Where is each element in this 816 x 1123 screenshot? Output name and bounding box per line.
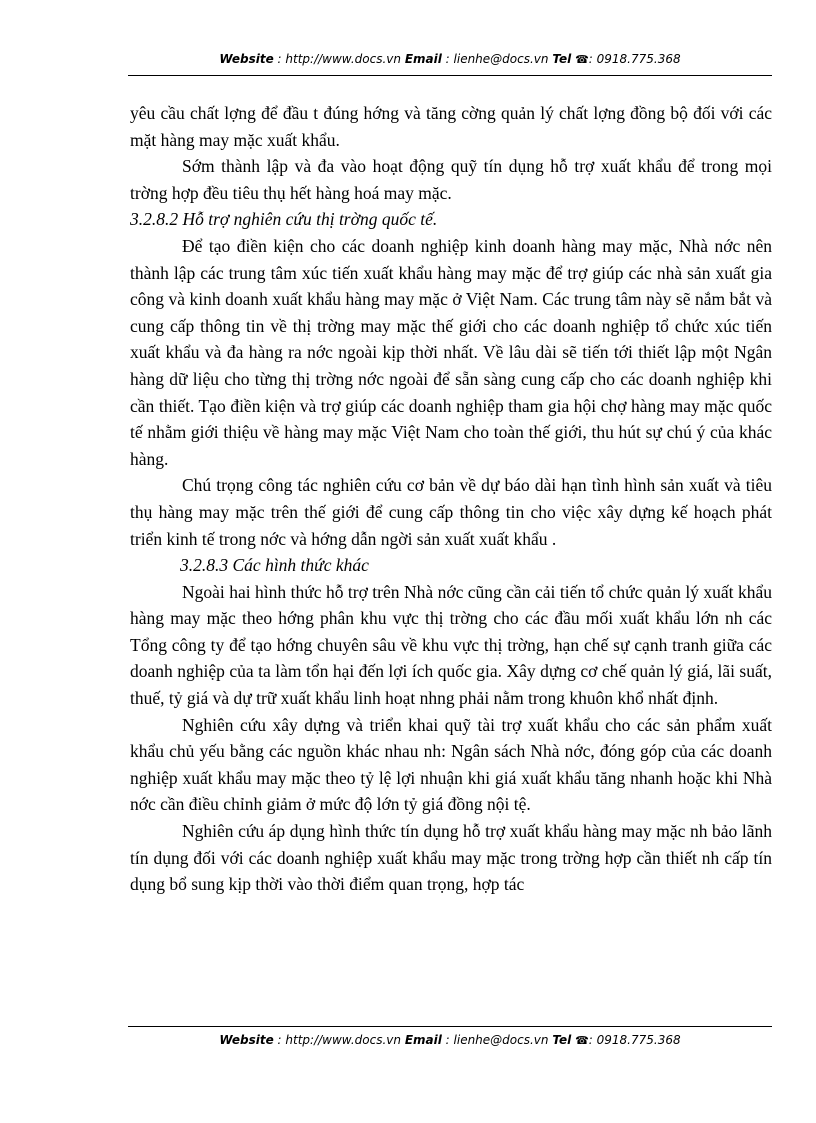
- footer-website-label: Website: [219, 1033, 274, 1047]
- paragraph-6: Nghiên cứu xây dựng và triển khai quỹ tài trợ xuất khẩu cho các sản phẩm xuất khẩu chủ yếu bằng các nguồn khác nhau nh: Ngân sách Nhà nớc, đóng góp của các doanh nghiệp xuất khẩu may mặc theo tỷ lệ lợi nhuận khi giá xuất khẩu tăng nhanh hoặc khi Nhà nớc cần điều chỉnh giảm ở mức độ lớn tỷ giá đồng nội tệ.: [130, 714, 772, 815]
- header-email-label: Email: [404, 52, 442, 66]
- paragraph-1: yêu cầu chất lợng để đầu t đúng hớng và tăng cờng quản lý chất lợng đồng bộ đối với các mặt hàng may mặc xuất khẩu.: [130, 103, 772, 150]
- footer-tel-value: : 0918.775.368: [588, 1033, 681, 1047]
- footer-email-value: : lienhe@docs.vn: [445, 1033, 549, 1047]
- paragraph-7: Nghiên cứu áp dụng hình thức tín dụng hỗ trợ xuất khẩu hàng may mặc nh bảo lãnh tín dụng đối với các doanh nghiệp xuất khẩu may mặc trong trờng hợp cần thiết nh cấp tín dụng bổ sung kịp thời vào thời điểm quan trọng, hợp tác: [130, 821, 772, 895]
- section-heading-3-2-8-3: 3.2.8.3 Các hình thức khác: [180, 555, 369, 576]
- header-tel-label: Tel: [552, 52, 572, 66]
- paragraph-5: Ngoài hai hình thức hỗ trợ trên Nhà nớc cũng cần cải tiến tổ chức quản lý xuất khẩu hàng may mặc theo hớng phân khu vực thị trờng cho các đầu mối xuất khẩu lớn nh các Tổng công ty để tạo hớng chuyên sâu về khu vực thị trờng, hạn chế sự cạnh tranh giữa các doanh nghiệp của ta làm tổn hại đến lợi ích quốc gia. Xây dựng cơ chế quản lý giá, lãi suất, thuế, tỷ giá và dự trữ xuất khẩu linh hoạt nhng phải nằm trong khuôn khổ nhất định.: [130, 581, 772, 709]
- section-heading-3-2-8-2: 3.2.8.2 Hỗ trợ nghiên cứu thị trờng quốc tế.: [130, 209, 438, 230]
- phone-icon: ☎: [575, 1034, 589, 1047]
- phone-icon: ☎: [575, 53, 589, 66]
- paragraph-4: Chú trọng công tác nghiên cứu cơ bản về dự báo dài hạn tình hình sản xuất và tiêu thụ hàng may mặc trên thế giới để cung cấp thông tin cho việc xây dựng kế hoạch phát triển kinh tế trong nớc và hớng dẫn ngời sản xuất xuất khẩu .: [130, 475, 772, 549]
- footer-email-label: Email: [404, 1033, 442, 1047]
- paragraph-2: Sớm thành lập và đa vào hoạt động quỹ tín dụng hỗ trợ xuất khẩu để trong mọi trờng hợp đều tiêu thụ hết hàng hoá may mặc.: [130, 156, 772, 203]
- header-website-label: Website: [219, 52, 274, 66]
- page-header: [128, 52, 772, 66]
- header-rule: [128, 75, 772, 76]
- header-website-value: : http://www.docs.vn: [277, 52, 401, 66]
- paragraph-3: Để tạo điền kiện cho các doanh nghiệp kinh doanh hàng may mặc, Nhà nớc nên thành lập các trung tâm xúc tiến xuất khẩu hàng may mặc để trợ giúp các nhà sản xuất gia công và kinh doanh xuất khẩu hàng may mặc ở Việt Nam. Các trung tâm này sẽ nắm bắt và cung cấp thông tin về thị trờng may mặc thế giới cho các doanh nghiệp tổ chức xúc tiến xuất khẩu và đa hàng ra nớc ngoài kịp thời nhất. Về lâu dài sẽ tiến tới thiết lập một Ngân hàng dữ liệu cho từng thị trờng nớc ngoài để sẵn sàng cung cấp cho các doanh nghiệp khi cần thiết. Tạo điền kiện và trợ giúp các doanh nghiệp tham gia hội chợ hàng may mặc quốc tế nhằm giới thiệu về hàng may mặc Việt Nam cho toàn thế giới, thu hút sự chú ý của khác hàng.: [130, 235, 772, 469]
- footer-tel-label: Tel: [552, 1033, 572, 1047]
- header-tel-value: : 0918.775.368: [588, 52, 681, 66]
- page-footer: [128, 1033, 772, 1047]
- footer-rule: [128, 1026, 772, 1027]
- header-email-value: : lienhe@docs.vn: [445, 52, 549, 66]
- footer-website-value: : http://www.docs.vn: [277, 1033, 401, 1047]
- document-body: [130, 100, 772, 898]
